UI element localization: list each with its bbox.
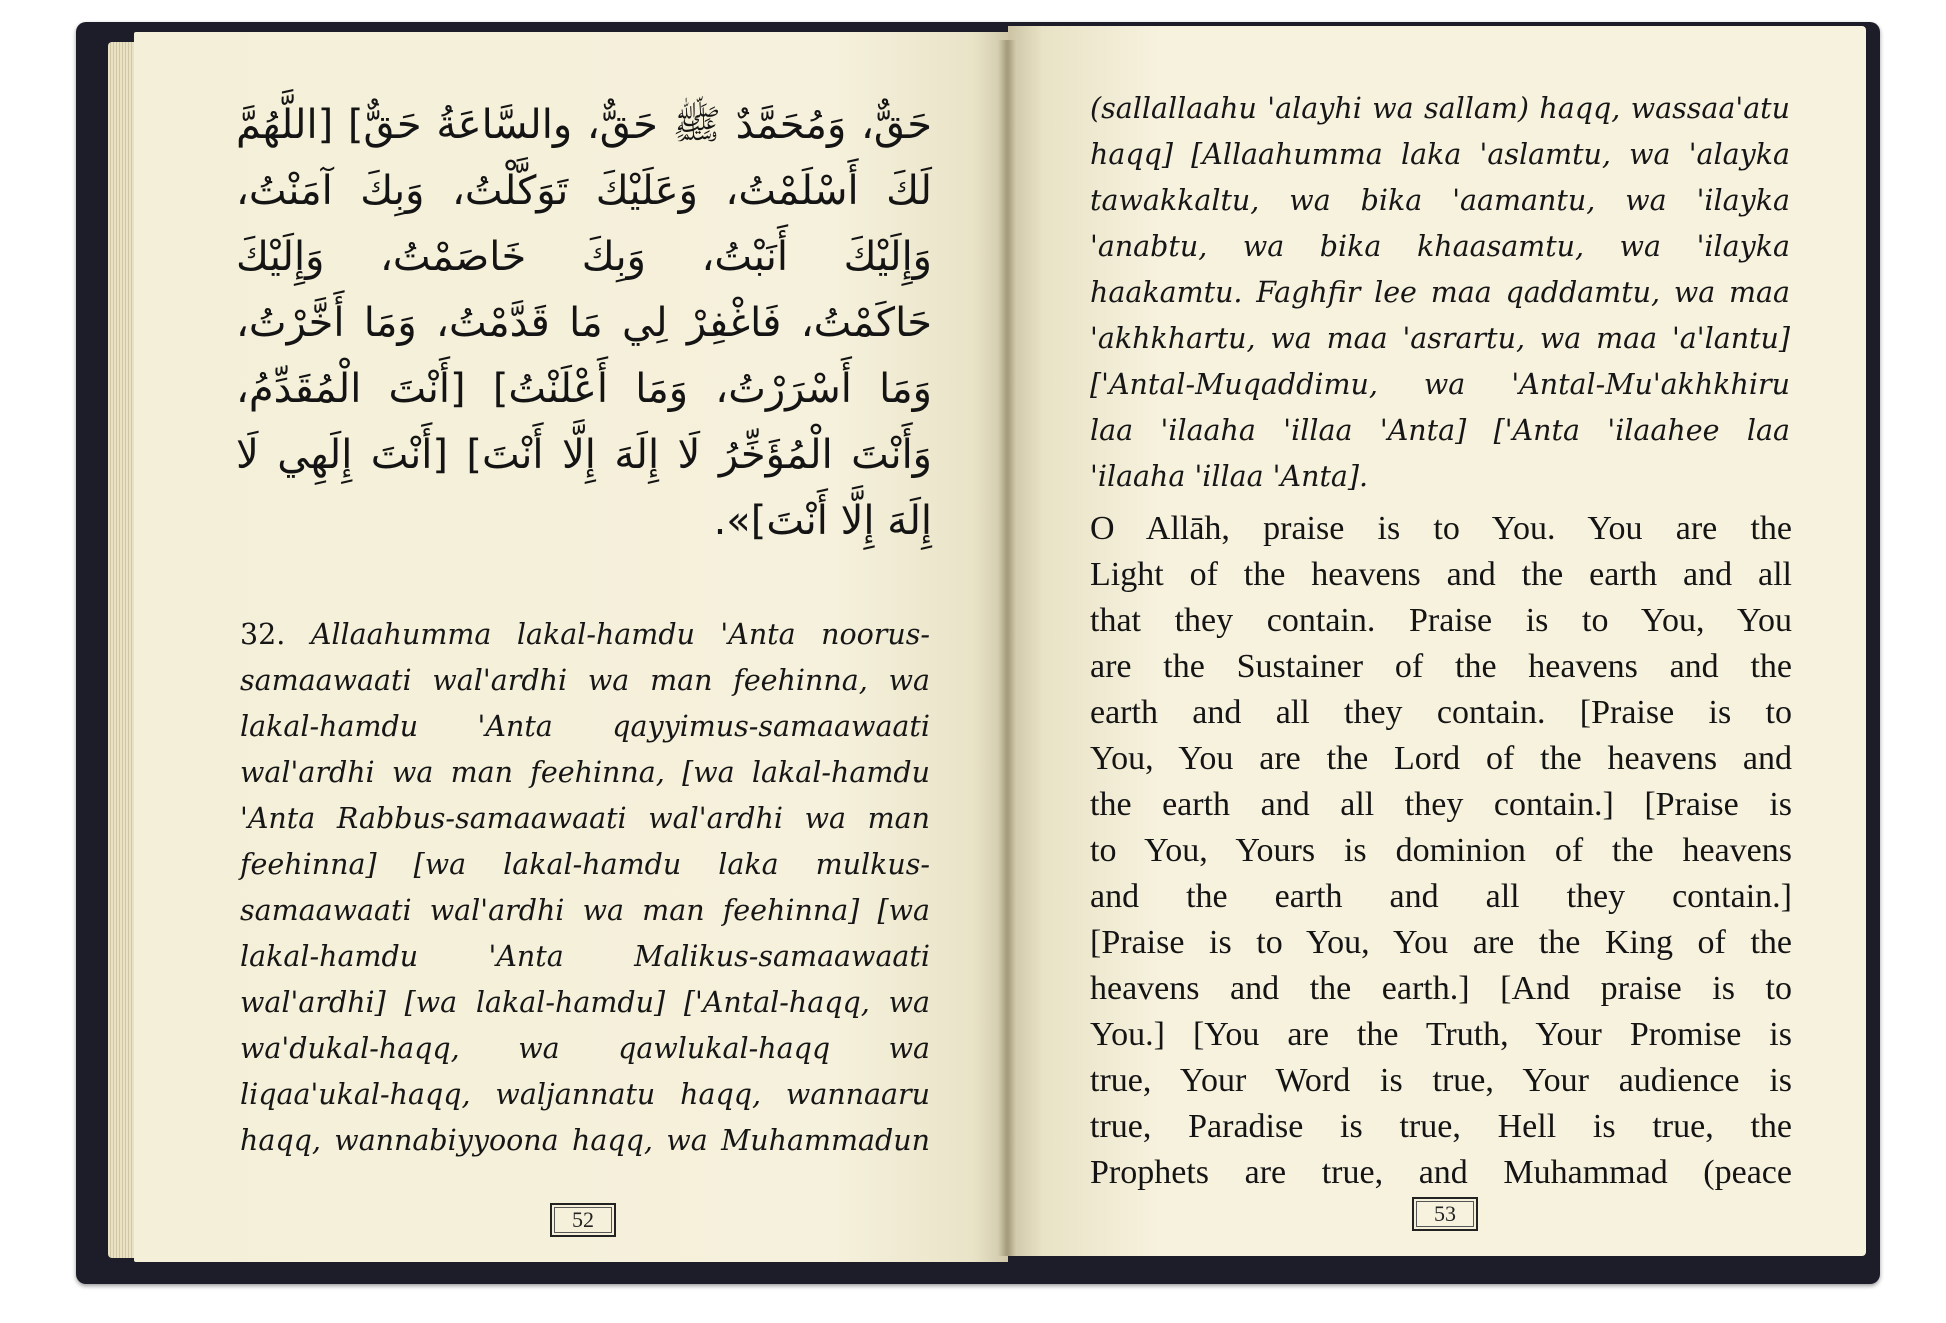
transliteration-line: ['Antal-Muqaddimu, wa 'Antal-Mu'akhkhiru	[1090, 368, 1790, 401]
transliteration-line: samaawaati wal'ardhi wa man feehinna] [wa	[240, 894, 930, 927]
book-gutter	[998, 40, 1016, 1256]
transliteration-line: lakal-hamdu 'Anta Malikus-samaawaati	[240, 940, 930, 973]
transliteration-line: haakamtu. Faghfir lee maa qaddamtu, wa maa	[1090, 276, 1790, 309]
transliteration-line: wa'dukal-haqq, wa qawlukal-haqq wa	[240, 1032, 930, 1065]
english-translation-block	[1090, 506, 1792, 1196]
transliteration-line: 'Anta Rabbus-samaawaati wal'ardhi wa man	[240, 802, 930, 835]
translation-line: O Allāh, praise is to You. You are the	[1090, 510, 1792, 547]
translation-line: You.] [You are the Truth, Your Promise is	[1090, 1016, 1792, 1053]
translation-line: Light of the heavens and the earth and all	[1090, 556, 1792, 593]
translation-line: true, Paradise is true, Hell is true, the	[1090, 1108, 1792, 1145]
translation-line: [Praise is to You, You are the King of the	[1090, 924, 1792, 961]
transliteration-line: samaawaati wal'ardhi wa man feehinna, wa	[240, 664, 930, 697]
transliteration-line: haqq, wannabiyyoona haqq, wa Muhammadun	[240, 1124, 930, 1157]
arabic-line: وَمَا أَسْرَرْتُ، وَمَا أَعْلَنْتُ] [أَنْتَ الْمُقَدِّمُ،	[236, 366, 932, 412]
translation-line: You, You are the Lord of the heavens and	[1090, 740, 1792, 777]
translation-line: earth and all they contain. [Praise is to	[1090, 694, 1792, 731]
arabic-line: حَقٌّ، وَمُحَمَّدٌ ﷺ حَقٌّ، والسَّاعَةُ حَقٌّ] [اللَّهُمَّ	[236, 102, 932, 148]
transliteration-line: (sallallaahu 'alayhi wa sallam) haqq, wassaa'atu	[1090, 92, 1790, 125]
transliteration-line: tawakkaltu, wa bika 'aamantu, wa 'ilayka	[1090, 184, 1790, 217]
arabic-line: حَاكَمْتُ، فَاغْفِرْ لِي مَا قَدَّمْتُ، وَمَا أَخَّرْتُ،	[236, 300, 932, 346]
transliteration-text: Allaahumma lakal-hamdu 'Anta noorus-	[310, 618, 930, 651]
transliteration-line: wal'ardhi] [wa lakal-hamdu] ['Antal-haqq, wa	[240, 986, 930, 1019]
transliteration-line: 'anabtu, wa bika khaasamtu, wa 'ilayka	[1090, 230, 1790, 263]
page-number-right: 53	[1412, 1197, 1478, 1231]
transliteration-block-right	[1090, 86, 1790, 500]
arabic-line: وَأَنْتَ الْمُؤَخِّرُ لَا إِلَهَ إِلَّا أَنْتَ] [أَنْتَ إِلَهِي لَا	[236, 432, 932, 478]
transliteration-line	[240, 612, 930, 658]
transliteration-line: laa 'ilaaha 'illaa 'Anta] ['Anta 'ilaahee laa	[1090, 414, 1790, 447]
dua-number: 32.	[240, 618, 286, 651]
translation-line: the earth and all they contain.] [Praise is	[1090, 786, 1792, 823]
translation-line: Prophets are true, and Muhammad (peace	[1090, 1154, 1792, 1191]
translation-line: true, Your Word is true, Your audience is	[1090, 1062, 1792, 1099]
transliteration-line: lakal-hamdu 'Anta qayyimus-samaawaati	[240, 710, 930, 743]
arabic-line: لَكَ أَسْلَمْتُ، وَعَلَيْكَ تَوَكَّلْتُ، وَبِكَ آمَنْتُ،	[236, 168, 932, 214]
arabic-line: إِلَهَ إِلَّا أَنْتَ]».	[713, 498, 932, 544]
transliteration-line: liqaa'ukal-haqq, waljannatu haqq, wannaaru	[240, 1078, 930, 1111]
transliteration-line: 'ilaaha 'illaa 'Anta].	[1090, 460, 1369, 493]
translation-line: that they contain. Praise is to You, You	[1090, 602, 1792, 639]
translation-line: and the earth and all they contain.]	[1090, 878, 1792, 915]
arabic-line: وَإِلَيْكَ أَنَبْتُ، وَبِكَ خَاصَمْتُ، وَإِلَيْكَ	[236, 234, 932, 280]
page-number-left: 52	[550, 1203, 616, 1237]
transliteration-line: wal'ardhi wa man feehinna, [wa lakal-hamdu	[240, 756, 930, 789]
translation-line: heavens and the earth.] [And praise is to	[1090, 970, 1792, 1007]
transliteration-block-left	[240, 612, 930, 1164]
translation-line: to You, Yours is dominion of the heavens	[1090, 832, 1792, 869]
transliteration-line: 'akhkhartu, wa maa 'asrartu, wa maa 'a'lantu]	[1090, 322, 1790, 355]
arabic-text-block	[236, 92, 932, 554]
transliteration-line: haqq] [Allaahumma laka 'aslamtu, wa 'alayka	[1090, 138, 1790, 171]
translation-line: are the Sustainer of the heavens and the	[1090, 648, 1792, 685]
transliteration-line: feehinna] [wa lakal-hamdu laka mulkus-	[240, 848, 930, 881]
